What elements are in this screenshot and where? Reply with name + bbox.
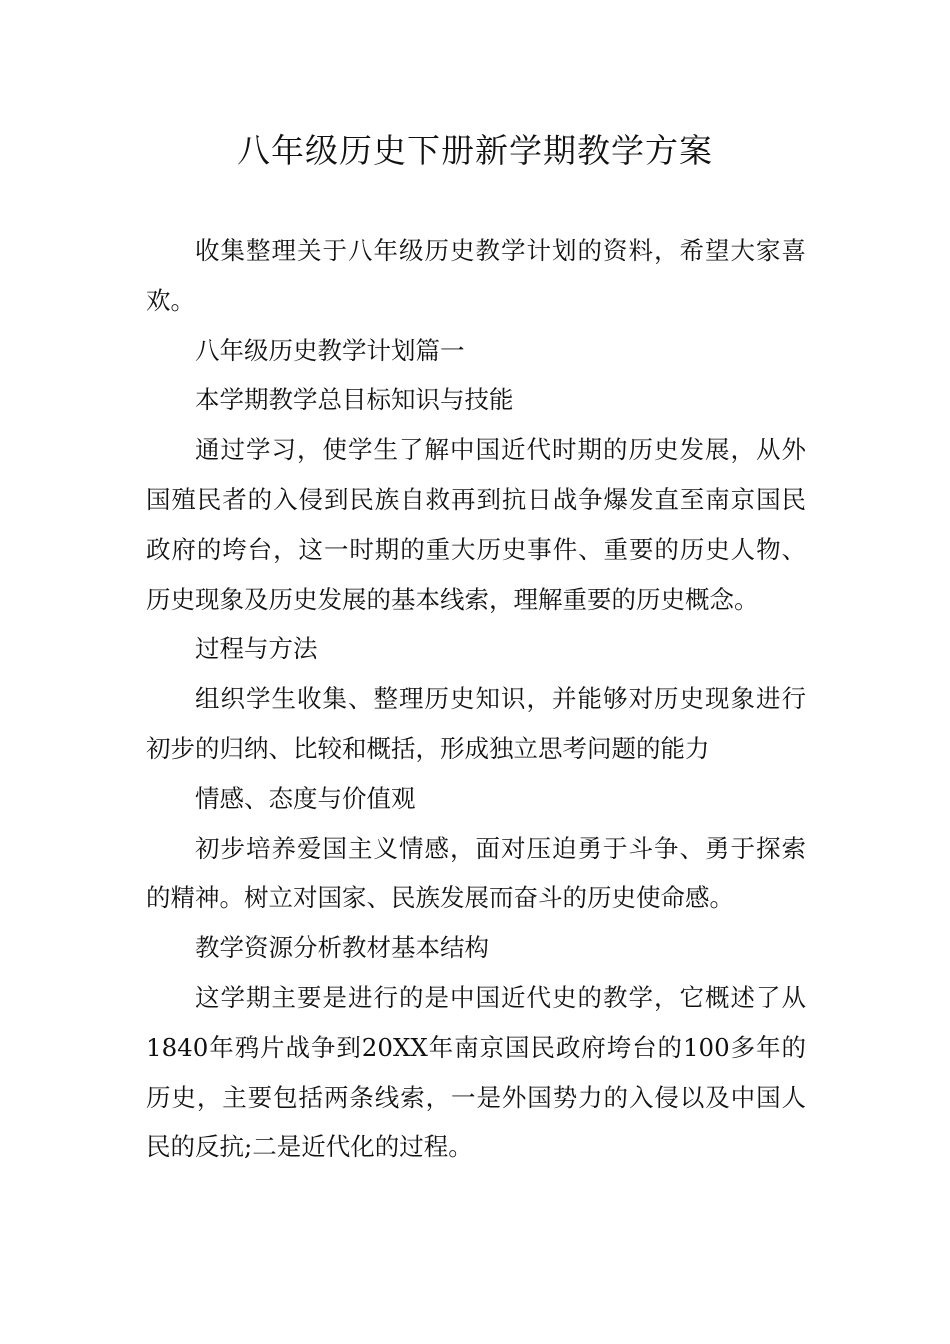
intro-paragraph: 收集整理关于八年级历史教学计划的资料，希望大家喜欢。 — [146, 236, 806, 315]
document-title: 八年级历史下册新学期教学方案 — [237, 131, 713, 170]
body-paragraph: 这学期主要是进行的是中国近代史的教学，它概述了从1840年鸦片战争到20XX年南京国民政府垮台的100多年的历史，主要包括两条线索，一是外国势力的入侵以及中国人民的反抗;二是近代化的过程。 — [146, 982, 806, 1162]
document-body — [146, 226, 806, 1172]
section-heading: 本学期教学总目标知识与技能 — [195, 385, 514, 415]
section-heading: 过程与方法 — [195, 634, 318, 664]
section-heading: 情感、态度与价值观 — [195, 783, 416, 813]
body-paragraph: 初步培养爱国主义情感，面对压迫勇于斗争、勇于探索的精神。树立对国家、民族发展而奋斗的历史使命感。 — [146, 833, 806, 913]
section-heading: 教学资源分析教材基本结构 — [195, 933, 489, 963]
body-paragraph: 通过学习，使学生了解中国近代时期的历史发展，从外国殖民者的入侵到民族自救再到抗日战争爆发直至南京国民政府的垮台，这一时期的重大历史事件、重要的历史人物、历史现象及历史发展的基本线索，理解重要的历史概念。 — [146, 435, 806, 614]
section-heading: 八年级历史教学计划篇一 — [195, 335, 465, 365]
body-paragraph: 组织学生收集、整理历史知识，并能够对历史现象进行初步的归纳、比较和概括，形成独立思考问题的能力 — [146, 684, 806, 763]
